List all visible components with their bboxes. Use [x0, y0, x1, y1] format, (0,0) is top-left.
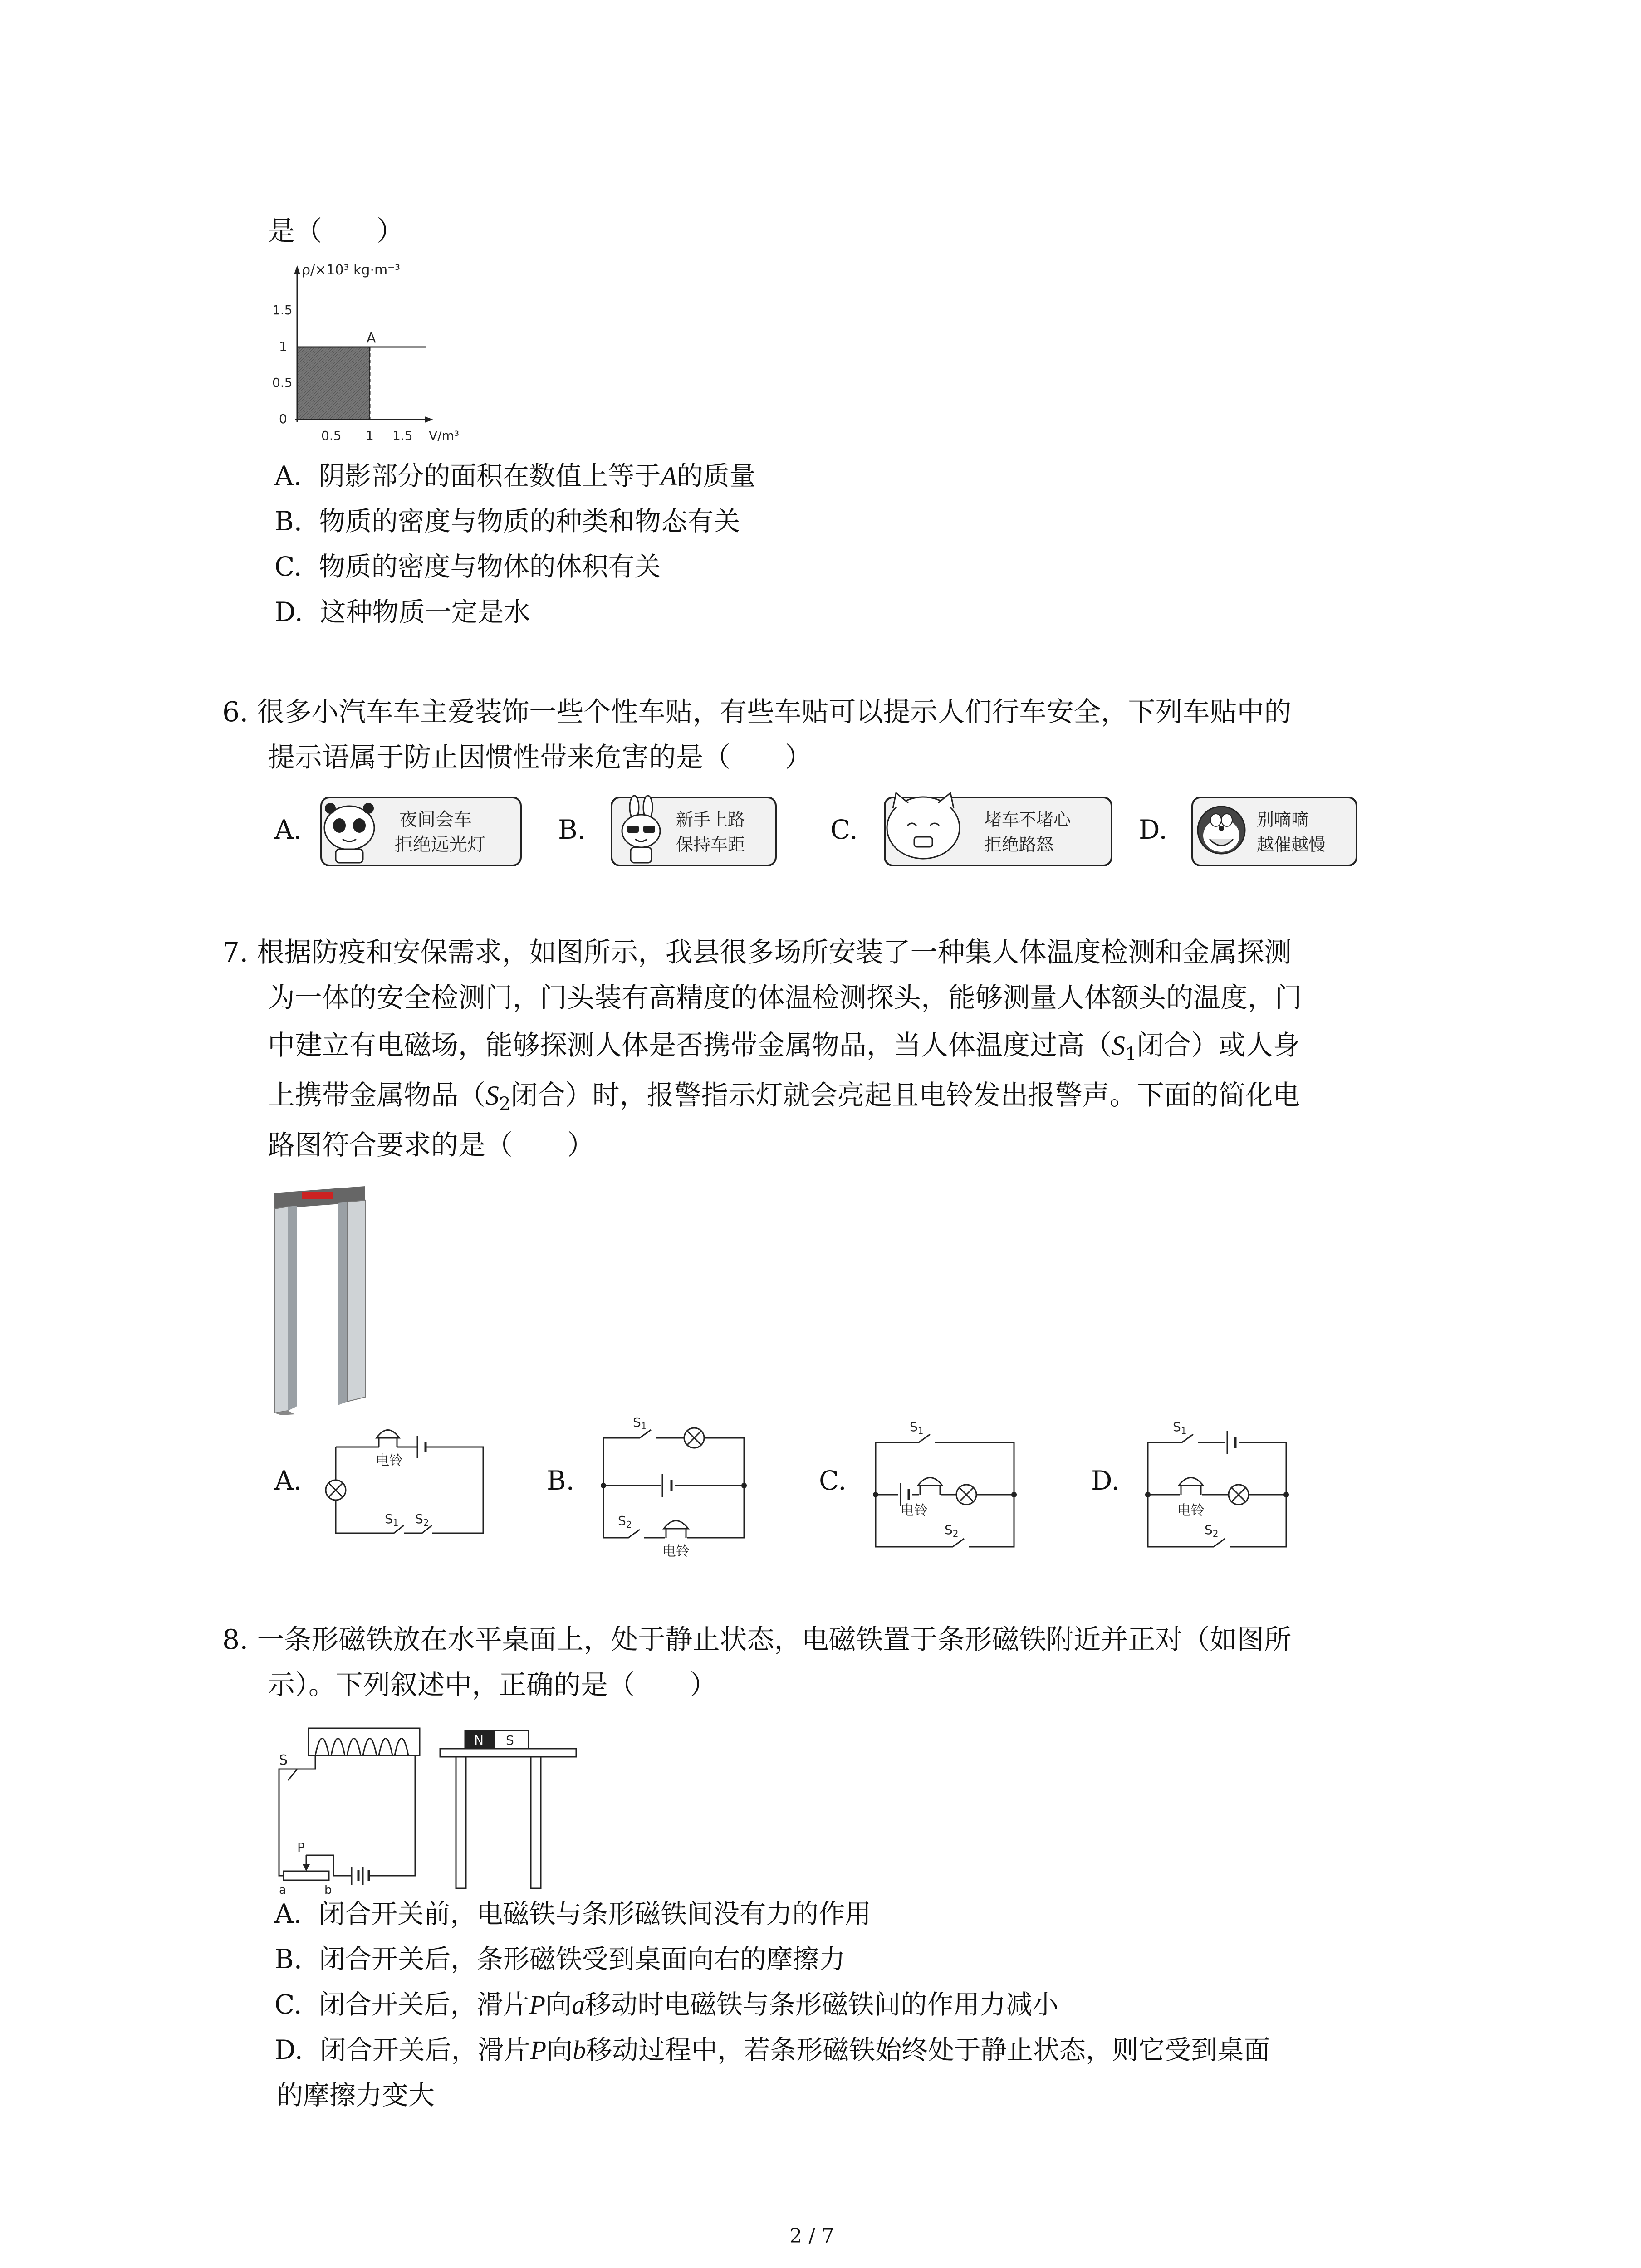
- doraemon-icon: [1198, 807, 1245, 854]
- q8-switch-label: S: [279, 1752, 288, 1768]
- q7-b-s2-label: $S_2$: [618, 1513, 632, 1530]
- lamp-icon: [326, 1480, 346, 1500]
- bell-icon: [1179, 1478, 1203, 1502]
- q8-stem-line2: 示）。下列叙述中，正确的是（ ）: [268, 1669, 717, 1701]
- q5-ytick-1: 1: [279, 339, 287, 354]
- q8-option-d-continued: 的摩擦力变大: [277, 2080, 435, 2111]
- q7-stem-line3: 中建立有电磁场，能够探测人体是否携带金属物品，当人体温度过高（$S_1$闭合）或人身: [268, 1030, 1300, 1065]
- q7-stem-line5: 路图符合要求的是（ ）: [268, 1129, 594, 1161]
- q5-ytick-0: 0: [279, 411, 287, 426]
- q7-stem-line2: 为一体的安全检测门，门头装有高精度的体温检测探头，能够测量人体额头的温度，门: [268, 982, 1302, 1014]
- battery-icon: [1225, 1431, 1239, 1454]
- rheostat-icon: [284, 1855, 343, 1880]
- q6-sticker-a-line2: 拒绝远光灯: [395, 834, 485, 855]
- q6-sticker-b-line2: 保持车距: [676, 835, 745, 855]
- lamp-icon: [956, 1485, 976, 1505]
- q6-stem-line2: 提示语属于防止因惯性带来危害的是（ ）: [268, 742, 812, 773]
- bell-icon: [377, 1430, 417, 1447]
- q7-stem-line1: 7. 根据防疫和安保需求，如图所示，我县很多场所安装了一种集人体温度检测和金属探测: [222, 937, 1292, 968]
- q5-xtick-1: 1: [366, 428, 374, 443]
- q6-sticker-a-line1: 夜间会车: [399, 809, 472, 830]
- q5-xtick-0.5: 0.5: [321, 428, 342, 443]
- bell-icon: [664, 1521, 688, 1545]
- q7-a-s1-label: $S_1$: [385, 1511, 399, 1528]
- cat-icon: [887, 793, 960, 859]
- battery-icon: [661, 1474, 675, 1497]
- q7-security-gate-image: [270, 1184, 379, 1415]
- q7-b-s1-label: $S_1$: [633, 1415, 647, 1432]
- q7-stem-line4: 上携带金属物品（$S_2$闭合）时，报警指示灯就会亮起且电铃发出报警声。下面的简化电: [268, 1080, 1300, 1114]
- q7-b-bell-label: 电铃: [662, 1544, 690, 1559]
- q6-sticker-c-line2: 拒绝路怒: [985, 835, 1054, 855]
- page-number: 2 / 7: [789, 2224, 834, 2248]
- q5-point-label: A: [367, 330, 376, 346]
- q6-option-c-letter: C.: [830, 814, 858, 845]
- q5-option-b: B. 物质的密度与物质的种类和物态有关: [274, 506, 740, 537]
- q8-option-b: B. 闭合开关后，条形磁铁受到桌面向右的摩擦力: [274, 1944, 845, 1975]
- q7-d-s1-label: $S_1$: [1173, 1419, 1187, 1436]
- q7-option-c-letter: C.: [819, 1465, 847, 1496]
- q7-option-a-letter: A.: [274, 1465, 302, 1496]
- battery-icon: [343, 1867, 369, 1885]
- q6-sticker-d: [1189, 794, 1361, 871]
- q7-c-s1-label: $S_1$: [910, 1419, 924, 1436]
- q8-slider-label: P: [297, 1840, 305, 1855]
- lamp-icon: [684, 1428, 704, 1448]
- q6-sticker-c: [880, 789, 1116, 871]
- q7-option-b-letter: B.: [547, 1465, 575, 1496]
- q5-density-graph: [254, 261, 472, 451]
- q6-sticker-b: [608, 794, 780, 871]
- q5-xtick-1.5: 1.5: [392, 428, 413, 443]
- q7-circuit-d: [1134, 1411, 1298, 1560]
- q7-d-bell-label: 电铃: [1177, 1503, 1205, 1519]
- q5-option-d: D. 这种物质一定是水: [274, 596, 530, 627]
- table-icon: [440, 1749, 576, 1888]
- q5-shaded-area: [297, 347, 370, 420]
- q7-circuit-a: [313, 1420, 485, 1547]
- q7-a-s2-label: $S_2$: [415, 1511, 429, 1528]
- q7-circuit-b: [590, 1406, 753, 1560]
- q5-option-c: C. 物质的密度与物体的体积有关: [274, 551, 661, 582]
- q8-b-label: b: [324, 1883, 332, 1896]
- bell-icon: [918, 1478, 942, 1502]
- battery-icon: [417, 1436, 431, 1458]
- q5-x-label: V/m³: [429, 428, 460, 443]
- q6-option-d-letter: D.: [1139, 814, 1167, 845]
- q5-y-label: ρ/×10³ kg·m⁻³: [302, 262, 401, 278]
- q8-south-label: S: [506, 1733, 514, 1748]
- q6-sticker-b-line1: 新手上路: [676, 810, 745, 830]
- lamp-icon: [1229, 1485, 1249, 1505]
- q8-option-c: C. 闭合开关后，滑片P向a移动时电磁铁与条形磁铁间的作用力减小: [274, 1989, 1059, 2020]
- q7-c-s2-label: $S_2$: [945, 1522, 959, 1539]
- q8-north-label: N: [474, 1733, 484, 1748]
- q6-sticker-d-line1: 别嘀嘀: [1257, 810, 1309, 830]
- q7-circuit-c: [862, 1411, 1025, 1560]
- q6-stem-line1: 6. 很多小汽车车主爱装饰一些个性车贴，有些车贴可以提示人们行车安全，下列车贴中的: [222, 696, 1292, 728]
- q7-c-bell-label: 电铃: [901, 1503, 928, 1519]
- q7-option-d-letter: D.: [1091, 1465, 1120, 1496]
- q6-sticker-a: [318, 794, 526, 871]
- q5-stem-tail: 是（ ）: [268, 215, 404, 247]
- q7-a-bell-label: 电铃: [376, 1453, 403, 1469]
- q6-sticker-d-line2: 越催越慢: [1257, 835, 1326, 855]
- q6-option-b-letter: B.: [558, 814, 586, 845]
- q8-option-d: D. 闭合开关后，滑片P向b移动过程中，若条形磁铁始终处于静止状态，则它受到桌面: [274, 2034, 1270, 2065]
- q8-a-label: a: [279, 1883, 286, 1896]
- q6-option-a-letter: A.: [274, 814, 302, 845]
- q7-d-s2-label: $S_2$: [1205, 1522, 1219, 1539]
- q8-option-a: A. 闭合开关前，电磁铁与条形磁铁间没有力的作用: [274, 1898, 872, 1929]
- electromagnet-coil: [309, 1728, 420, 1755]
- q8-electromagnet-figure: [265, 1719, 583, 1896]
- q5-option-a: A. 阴影部分的面积在数值上等于A的质量: [274, 460, 756, 491]
- q5-ytick-1.5: 1.5: [272, 303, 293, 318]
- q5-ytick-0.5: 0.5: [272, 375, 293, 390]
- q6-sticker-c-line1: 堵车不堵心: [985, 810, 1071, 830]
- q8-stem-line1: 8. 一条形磁铁放在水平桌面上，处于静止状态，电磁铁置于条形磁铁附近并正对（如图所: [222, 1624, 1292, 1656]
